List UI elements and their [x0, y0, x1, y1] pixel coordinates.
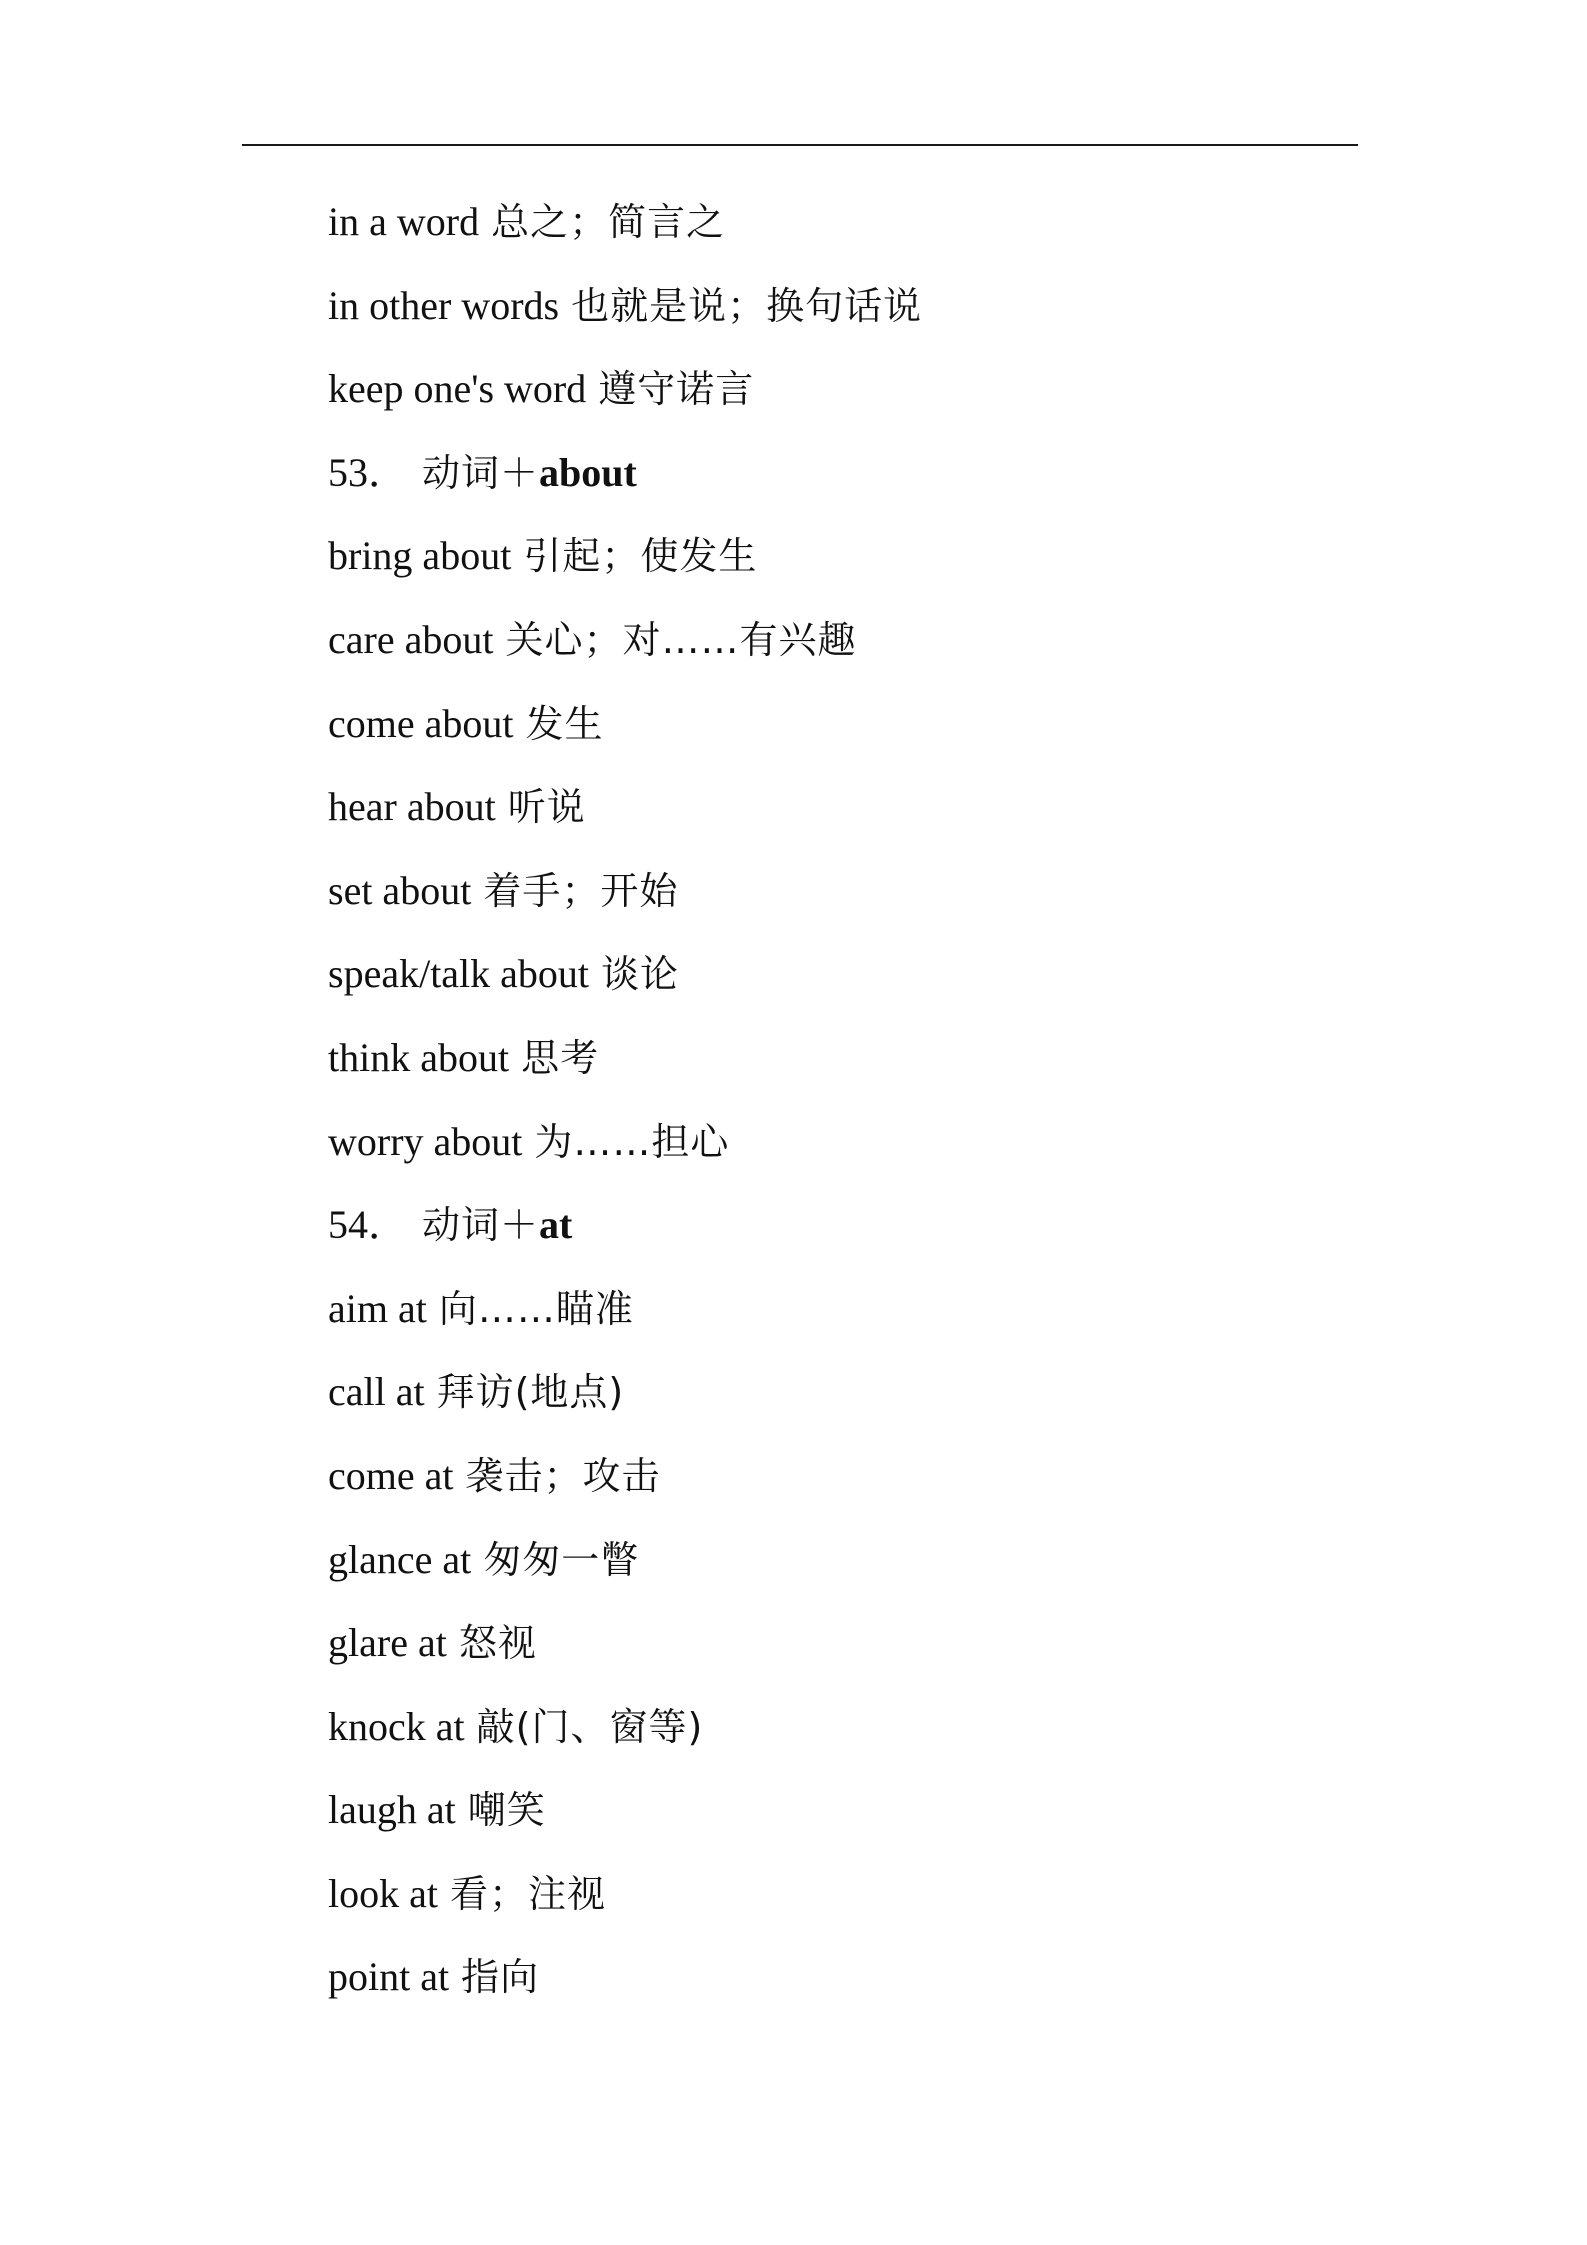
phrase-english: aim at: [328, 1285, 427, 1331]
header-rule: [242, 144, 1358, 146]
phrase-english: care about: [328, 616, 494, 662]
phrase-english: come at: [328, 1452, 454, 1498]
phrase-english: think about: [328, 1034, 510, 1080]
phrase-entry: [328, 694, 1328, 778]
phrase-entry: [328, 526, 1328, 610]
phrase-chinese: 嘲笑: [467, 1788, 546, 1833]
phrase-list: [328, 192, 1328, 2031]
phrase-chinese: 谈论: [601, 952, 680, 997]
phrase-english: look at: [328, 1870, 438, 1916]
phrase-chinese: 拜访(地点): [436, 1370, 625, 1415]
phrase-entry: [328, 777, 1328, 861]
phrase-entry: [328, 1362, 1328, 1446]
phrase-english: in other words: [328, 282, 560, 328]
phrase-chinese: 遵守诺言: [598, 367, 755, 412]
phrase-chinese: 发生: [525, 701, 604, 746]
phrase-chinese: 怒视: [458, 1621, 537, 1666]
phrase-entry: [328, 359, 1328, 443]
phrase-entry: [328, 1697, 1328, 1781]
phrase-chinese: 总之；简言之: [491, 200, 726, 244]
phrase-english: call at: [328, 1369, 425, 1415]
phrase-entry: [328, 1446, 1328, 1530]
phrase-english: hear about: [328, 784, 496, 830]
section-number: 54．: [328, 1202, 408, 1248]
phrase-entry: [328, 1530, 1328, 1614]
phrase-entry: [328, 861, 1328, 945]
section-keyword: about: [539, 449, 637, 495]
section-heading-53: [328, 443, 1328, 527]
phrase-english: in a word: [328, 199, 480, 244]
phrase-english: set about: [328, 867, 472, 913]
phrase-entry: [328, 192, 1328, 276]
phrase-chinese: 敲(门、窗等): [476, 1704, 704, 1749]
phrase-chinese: 看；注视: [449, 1871, 606, 1916]
section-keyword: at: [539, 1202, 573, 1248]
phrase-english: bring about: [328, 533, 512, 579]
phrase-entry: [328, 1028, 1328, 1112]
phrase-entry: [328, 1613, 1328, 1697]
section-label: 动词＋: [422, 450, 540, 495]
phrase-english: speak/talk about: [328, 951, 590, 997]
phrase-entry: [328, 1864, 1328, 1948]
phrase-english: point at: [328, 1954, 450, 2000]
phrase-chinese: 匆匆一瞥: [483, 1537, 640, 1582]
phrase-chinese: 听说: [507, 785, 586, 830]
phrase-english: laugh at: [328, 1787, 456, 1833]
phrase-chinese: 着手；开始: [483, 868, 679, 913]
phrase-entry: [328, 1279, 1328, 1363]
phrase-english: glare at: [328, 1620, 447, 1666]
phrase-english: keep one's word: [328, 366, 587, 412]
phrase-chinese: 袭击；攻击: [465, 1453, 661, 1498]
phrase-entry: [328, 1947, 1328, 2031]
phrase-entry: [328, 276, 1328, 360]
phrase-english: come about: [328, 700, 514, 746]
phrase-chinese: 指向: [461, 1955, 540, 2000]
phrase-entry: [328, 1112, 1328, 1196]
phrase-entry: [328, 610, 1328, 694]
phrase-english: glance at: [328, 1536, 472, 1582]
phrase-chinese: 关心；对……有兴趣: [505, 617, 857, 662]
phrase-chinese: 也就是说；换句话说: [571, 283, 923, 328]
section-heading-54: [328, 1195, 1328, 1279]
section-label: 动词＋: [422, 1203, 540, 1248]
phrase-entry: [328, 1780, 1328, 1864]
phrase-english: worry about: [328, 1118, 523, 1164]
phrase-chinese: 向……瞄准: [438, 1286, 634, 1331]
phrase-chinese: 引起；使发生: [523, 534, 758, 579]
phrase-chinese: 思考: [521, 1035, 600, 1080]
phrase-english: knock at: [328, 1703, 465, 1749]
phrase-entry: [328, 944, 1328, 1028]
phrase-chinese: 为……担心: [534, 1119, 730, 1164]
section-number: 53．: [328, 449, 408, 495]
